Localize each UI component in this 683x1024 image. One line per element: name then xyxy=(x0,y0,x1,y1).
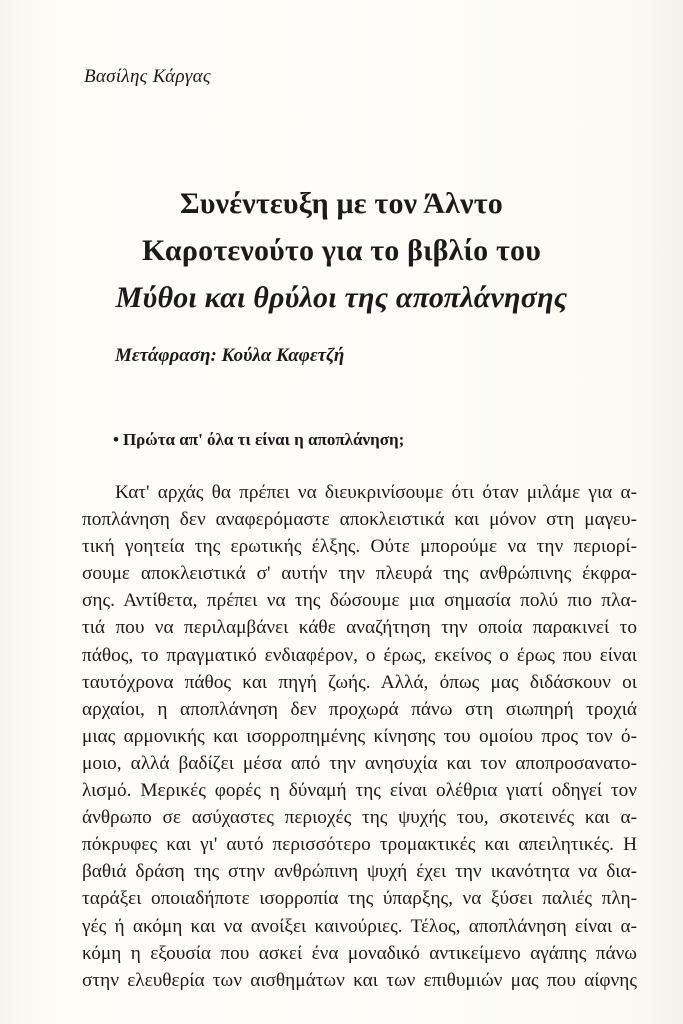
text-line: βαθιά δράση της στην ανθρώπινη ψυχή έχει την ικανότητα να δια- xyxy=(82,861,637,883)
text-line: πόκρυφες και γι' αυτό περισσότερο τρομακτικές και απειλητικές. Η xyxy=(82,834,637,856)
text-line: στην ελευθερία των αισθημάτων και των επιθυμιών μας που αίφνης xyxy=(82,969,637,991)
text-line: άνθρωπο σε ασύχαστες περιοχές της ψυχής του, σκοτεινές και α- xyxy=(82,807,637,829)
question-text: Πρώτα απ' όλα τι είναι η αποπλάνηση; xyxy=(122,430,405,449)
text-line: Κατ' αρχάς θα πρέπει να διευκρινίσουμε ότι όταν μιλάμε για α- xyxy=(115,482,637,503)
translator-credit: Μετάφραση: Κούλα Καφετζή xyxy=(115,345,345,366)
text-line: τιά που να περιλαμβάνει κάθε αναζήτηση την οποία παρακινεί το xyxy=(82,617,637,639)
text-line: πάθος, το πραγματικό ενδιαφέρον, ο έρως, εκείνος ο έρως που είναι xyxy=(82,644,637,666)
text-line: σης. Αντίθετα, πρέπει να της δώσουμε μια σημασία πολύ πιο πλα- xyxy=(82,590,637,612)
text-line: ταράξει οποιαδήποτε ισορροπία της ύπαρξης, να ξύσει παλιές πλη- xyxy=(82,888,637,910)
title-line: Συνέντευξη με τον Άλντο xyxy=(180,187,503,220)
text-line: ποπλάνηση δεν αναφερόμαστε αποκλειστικά και μόνον στη μαγευ- xyxy=(82,509,637,531)
book-title-line: Μύθοι και θρύλοι της αποπλάνησης xyxy=(115,281,568,314)
answer-paragraph xyxy=(82,479,637,994)
text-line: σουμε αποκλειστικά σ' αυτήν την πλευρά της ανθρώπινης έκφρα- xyxy=(82,563,637,585)
text-line: μοιο, αλλά βαδίζει μέσα από την ανησυχία και τον αποπροσανατο- xyxy=(82,752,637,774)
interview-question xyxy=(113,430,404,450)
text-line: κόμη η εξουσία που ασκεί ένα μοναδικό αντικείμενο αγάπης πάνω xyxy=(82,942,637,964)
running-head-author: Βασίλης Κάργας xyxy=(84,66,211,87)
text-line: ταυτόχρονα πάθος και πηγή ζωής. Αλλά, όπως μας διδάσκουν οι xyxy=(82,671,637,693)
text-line: τική γοητεία της ερωτικής έλξης. Ούτε μπορούμε να την περιορί- xyxy=(82,536,637,558)
title-line: Καροτενούτο για το βιβλίο του xyxy=(141,234,542,267)
text-line: μιας αρμονικής και ισορροπημένης κίνησης του ομοίου προς τον ό- xyxy=(82,725,637,747)
text-line: λισμό. Μερικές φορές η δύναμή της είναι ολέθρια γιατί οδηγεί τον xyxy=(82,780,637,802)
bullet-icon: • xyxy=(113,430,119,449)
text-line: αρχαίοι, η αποπλάνηση δεν προχωρά πάνω στη σιωπηρή τροχιά xyxy=(82,698,637,720)
text-line: γές ή ακόμη και να ανοίξει καινούριες. Τέλος, αποπλάνηση είναι α- xyxy=(82,915,637,937)
article-title xyxy=(0,180,683,321)
